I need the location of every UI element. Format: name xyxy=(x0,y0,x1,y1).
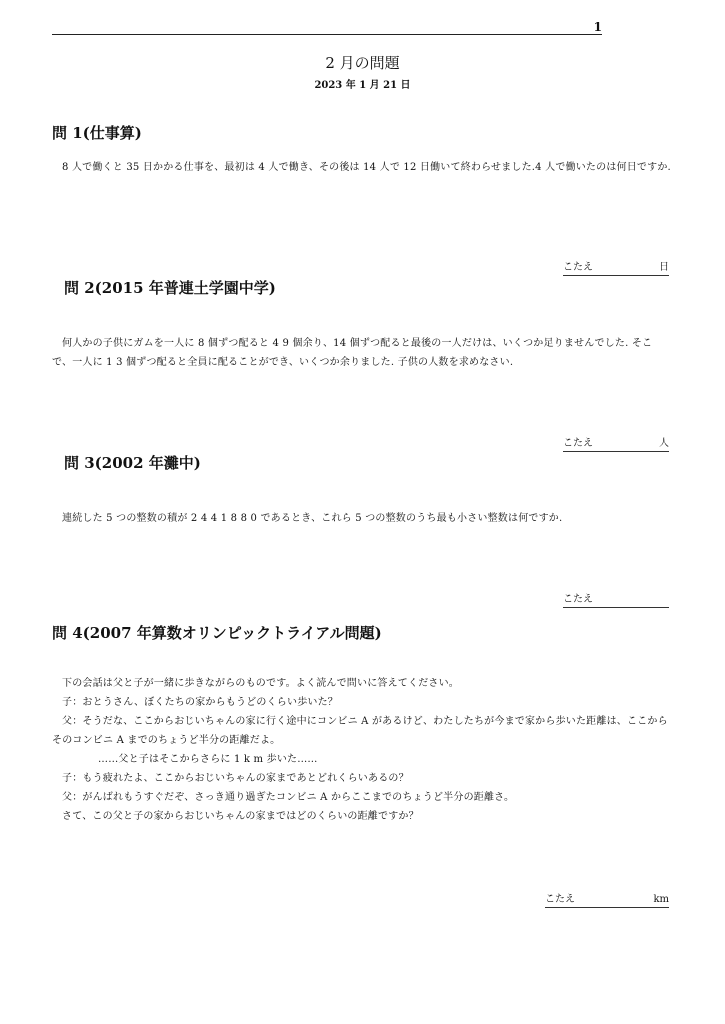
question-4-line: 下の会話は父と子が一緒に歩きながらのものです。よく読んで問いに答えてください。 xyxy=(62,678,459,689)
question-2-answer xyxy=(563,438,669,452)
answer-label: こたえ xyxy=(563,262,593,273)
question-4-line: 子：もう疲れたよ、ここからおじいちゃんの家まであとどれくらいあるの？ xyxy=(62,773,409,784)
question-4-line: 父：がんばれもうすぐだぞ、さっき通り過ぎたコンビニ A からここまでのちょうど半分の距離さ。 xyxy=(62,792,515,803)
question-2-heading: 問 2(2015 年普連土学園中学) xyxy=(64,279,276,297)
page-number: 1 xyxy=(593,20,602,34)
question-4-line: ……父と子はそこからさらに 1 k m 歩いた…… xyxy=(98,754,318,765)
answer-label: こたえ xyxy=(545,894,575,905)
answer-unit: 日 xyxy=(659,262,669,273)
question-1-body: 8 人で働くと 35 日かかる仕事を、最初は 4 人で働き、その後は 14 人で 12 日働いて終わらせました.4 人で働いたのは何日ですか. xyxy=(62,162,671,173)
question-1-answer xyxy=(563,262,669,276)
question-4-heading: 問 4(2007 年算数オリンピックトライアル問題) xyxy=(52,624,382,642)
answer-label: こたえ xyxy=(563,594,593,605)
header-rule xyxy=(52,34,602,35)
document-date: 2023 年 1 月 21 日 xyxy=(314,80,411,91)
answer-unit: 人 xyxy=(659,438,669,449)
question-3-body: 連続した 5 つの整数の積が 2 4 4 1 8 8 0 であるとき、これら 5 つの整数のうち最も小さい整数は何ですか. xyxy=(62,513,563,524)
answer-label: こたえ xyxy=(563,438,593,449)
answer-unit: km xyxy=(653,894,669,905)
question-3-answer xyxy=(563,594,669,608)
question-4-body xyxy=(52,674,674,826)
document-title: 2 月の問題 xyxy=(325,54,400,72)
question-4-line: 父：そうだな、ここからおじいちゃんの家に行く途中にコンビニ A があるけど、わたしたちが今まで家から歩いた距離は、ここからそのコンビニ A までのちょうど半分の距離だよ。 xyxy=(52,716,668,746)
question-1-heading: 問 1(仕事算) xyxy=(52,124,142,142)
question-4-answer xyxy=(545,894,669,908)
question-4-line: 子：おとうさん、ぼくたちの家からもうどのくらい歩いた？ xyxy=(62,697,338,708)
question-4-line: さて、この父と子の家からおじいちゃんの家まではどのくらいの距離ですか？ xyxy=(62,811,419,822)
question-3-heading: 問 3(2002 年灘中) xyxy=(64,454,201,472)
question-2-body: 何人かの子供にガムを一人に 8 個ずつ配ると 4 9 個余り、14 個ずつ配ると最後の一人だけは、いくつか足りませんでした. そこで、一人に 1 3 個ずつ配ると全員に配ることができ、いくつか余りました. 子供の人数を求めなさい. xyxy=(52,338,653,368)
